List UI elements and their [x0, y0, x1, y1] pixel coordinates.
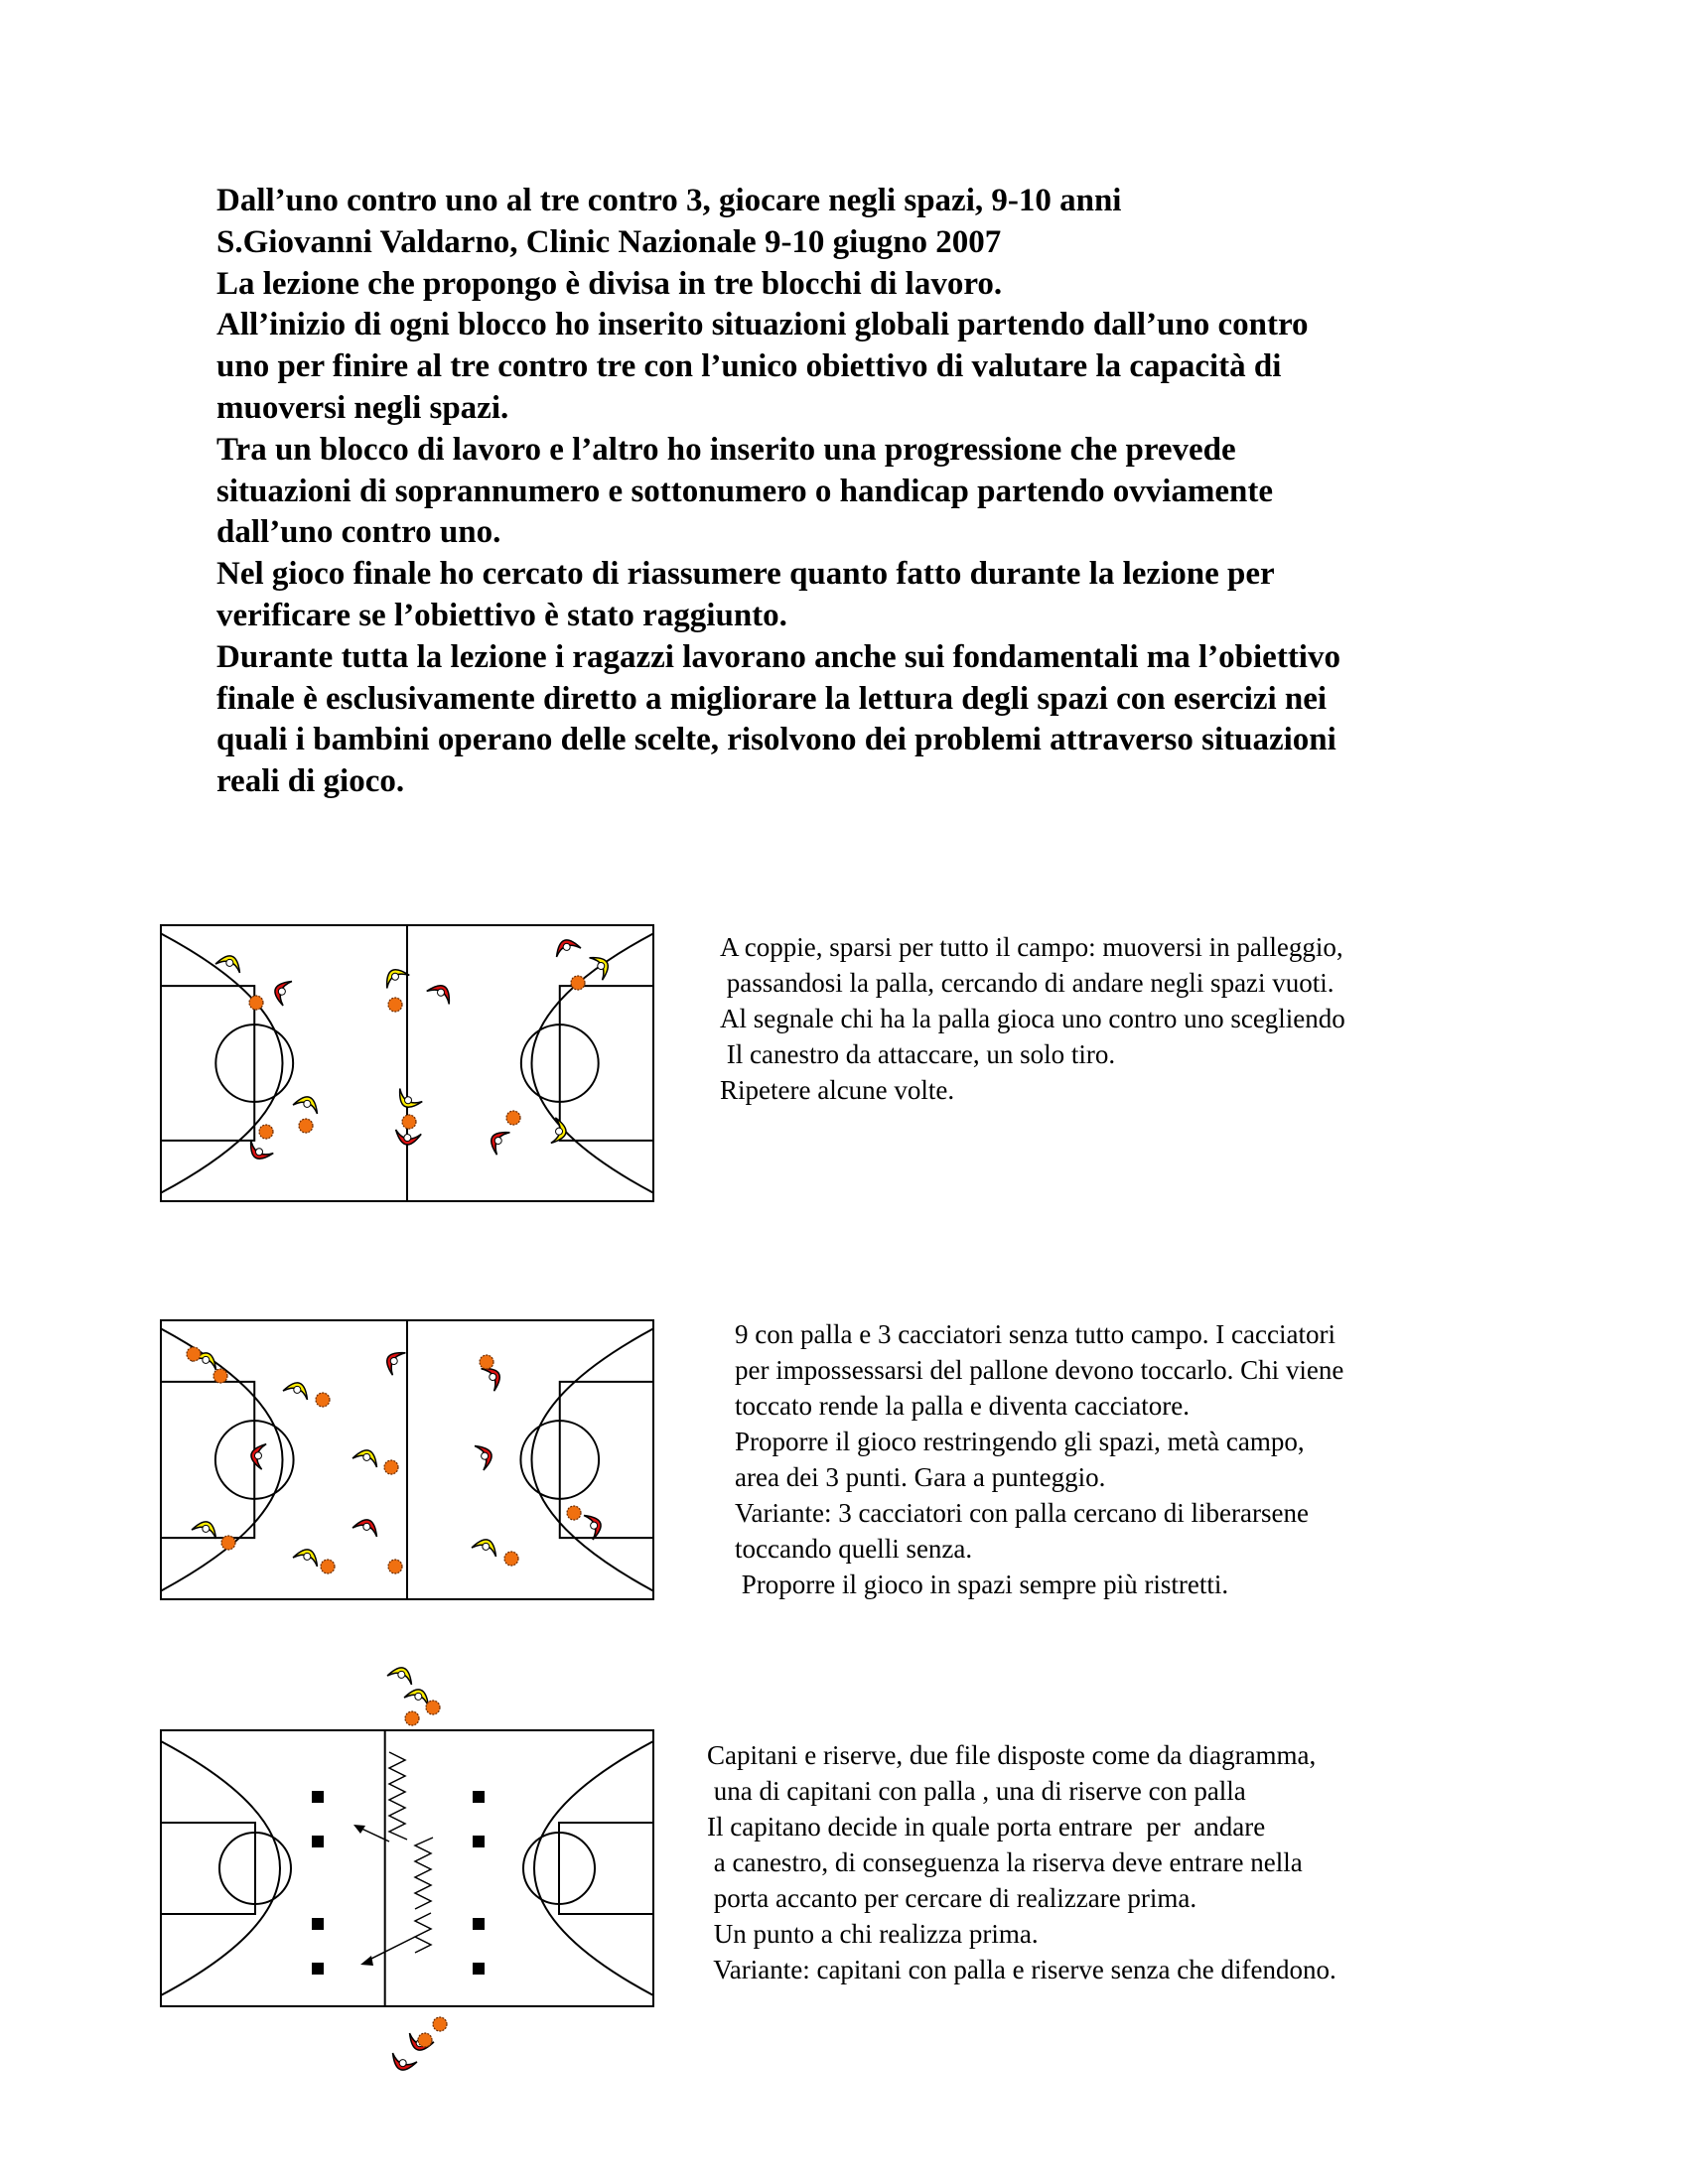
ball-icon [571, 976, 585, 990]
description-line: Al segnale chi ha la palla gioca uno contro uno scegliendo [720, 1004, 1345, 1033]
left-lane [161, 986, 254, 1141]
description-line: Un punto a chi realizza prima. [707, 1919, 1039, 1949]
player-marker [380, 964, 409, 988]
ball-icon [388, 1560, 402, 1573]
ball-icon [316, 1393, 330, 1407]
player-marker [388, 2053, 417, 2074]
description-line: Ripetere alcune volte. [720, 1075, 955, 1105]
ball-icon [426, 1701, 440, 1714]
court-diagram-3 [159, 1643, 655, 2080]
description-line: passandosi la palla, cercando di andare negli spazi vuoti. [720, 968, 1335, 998]
gate-marker [312, 1963, 324, 1975]
description-line: per impossessarsi del pallone devono toccarlo. Chi viene [735, 1355, 1344, 1385]
description-line: Variante: 3 cacciatori con palla cercano di liberarsene [735, 1498, 1309, 1528]
intro-line: muoversi negli spazi. [216, 389, 509, 426]
ball-shape [187, 1347, 201, 1361]
ball-shape [567, 1506, 581, 1520]
exercise-2-description [735, 1316, 1343, 1602]
player-marker [387, 1664, 416, 1685]
player-marker [249, 1441, 266, 1469]
player-marker [293, 1093, 322, 1114]
right-three-point-arc [531, 1328, 653, 1590]
intro-line: uno per finire al tre contro tre con l’unico obiettivo di valutare la capacità di [216, 348, 1282, 385]
ball-shape [299, 1119, 313, 1133]
ball-icon [433, 2017, 447, 2031]
ball-icon [567, 1506, 581, 1520]
court-3-lines [161, 1730, 653, 2006]
player-marker [352, 1516, 381, 1537]
player-marker [271, 977, 292, 1006]
court-outline [161, 1730, 653, 2006]
player-marker [192, 1518, 220, 1539]
intro-line: Durante tutta la lezione i ragazzi lavorano anche sui fondamentali ma l’obiettivo [216, 638, 1340, 675]
gate-marker [312, 1836, 324, 1847]
ball-shape [388, 998, 402, 1012]
player-marker [475, 1441, 495, 1470]
dribble-path-zigzag [415, 1838, 433, 1909]
ball-shape [405, 1711, 419, 1725]
right-three-point-arc [531, 933, 653, 1192]
ball-shape [321, 1560, 335, 1573]
description-line: toccato rende la palla e diventa cacciatore. [735, 1391, 1190, 1421]
ball-shape [249, 996, 263, 1010]
ball-icon [221, 1536, 235, 1550]
player-marker [244, 1141, 273, 1164]
ball-icon [504, 1552, 518, 1566]
ball-shape [433, 2017, 447, 2031]
intro-text [216, 181, 1507, 803]
description-line: Il canestro da attaccare, un solo tiro. [720, 1039, 1116, 1069]
court-1-lines [161, 925, 653, 1201]
arrow-head-icon [360, 1956, 373, 1966]
description-line: Capitani e riserve, due file disposte come da diagramma, [707, 1740, 1317, 1770]
dribble-path-zigzag [389, 1752, 407, 1840]
description-line: Il capitano decide in quale porta entrare per andare [707, 1812, 1266, 1842]
gate-marker [312, 1918, 324, 1930]
ball-icon [384, 1460, 398, 1474]
court-diagram-1-svg [159, 923, 655, 1203]
gate-marker [473, 1918, 485, 1930]
ball-shape [402, 1115, 416, 1129]
ball-shape [571, 976, 585, 990]
ball-shape [213, 1369, 227, 1383]
ball-icon [259, 1125, 273, 1139]
court-diagram-2 [159, 1318, 655, 1601]
player-marker [472, 1536, 500, 1557]
ball-shape [426, 1701, 440, 1714]
intro-line: La lezione che propongo è divisa in tre blocchi di lavoro. [216, 265, 1003, 302]
ball-icon [506, 1111, 520, 1125]
player-marker [283, 1379, 312, 1400]
description-line: Proporre il gioco restringendo gli spazi, metà campo, [735, 1427, 1305, 1456]
ball-shape [316, 1393, 330, 1407]
left-lane [161, 1382, 254, 1538]
intro-line: reali di gioco. [216, 763, 405, 800]
ball-icon [388, 998, 402, 1012]
right-lane [560, 986, 653, 1141]
intro-line: Nel gioco finale ho cercato di riassumere quanto fatto durante la lezione per [216, 556, 1275, 593]
ball-icon [402, 1115, 416, 1129]
intro-line: quali i bambini operano delle scelte, risolvono dei problemi attraverso situazioni [216, 722, 1336, 758]
arrow-line [367, 1937, 415, 1961]
intro-line: finale è esclusivamente diretto a migliorare la lettura degli spazi con esercizi nei [216, 680, 1328, 717]
ball-shape [480, 1355, 493, 1369]
ball-shape [259, 1125, 273, 1139]
description-line: una di capitani con palla , una di riserve con palla [707, 1776, 1246, 1806]
player-marker [381, 1346, 405, 1375]
exercise-1-description [720, 929, 1345, 1108]
court-diagram-1 [159, 923, 655, 1203]
gate-marker [473, 1836, 485, 1847]
player-marker [486, 1126, 509, 1155]
intro-line: dall’uno contro uno. [216, 514, 501, 551]
intro-line: All’inizio di ogni blocco ho inserito situazioni globali partendo dall’uno contro [216, 307, 1309, 343]
gate-marker [473, 1963, 485, 1975]
ball-icon [249, 996, 263, 1010]
dribble-path-zigzag [415, 1913, 431, 1953]
description-line: Variante: capitani con palla e riserve senza che difendono. [707, 1955, 1336, 1984]
intro-line: situazioni di soprannumero e sottonumero o handicap partendo ovviamente [216, 473, 1274, 509]
ball-icon [299, 1119, 313, 1133]
description-line: toccando quelli senza. [735, 1534, 973, 1564]
ball-icon [213, 1369, 227, 1383]
description-line: a canestro, di conseguenza la riserva deve entrare nella [707, 1847, 1303, 1877]
ball-shape [221, 1536, 235, 1550]
intro-line: verificare se l’obiettivo è stato raggiunto. [216, 597, 787, 633]
description-line: A coppie, sparsi per tutto il campo: muoversi in palleggio, [720, 932, 1343, 962]
ball-icon [187, 1347, 201, 1361]
intro-line: Tra un blocco di lavoro e l’altro ho inserito una progressione che prevede [216, 431, 1236, 468]
gate-marker [312, 1791, 324, 1803]
gate-marker [473, 1791, 485, 1803]
ball-icon [405, 1711, 419, 1725]
ball-shape [504, 1552, 518, 1566]
ball-shape [388, 1560, 402, 1573]
court-2-lines [161, 1320, 653, 1599]
player-marker [552, 936, 581, 957]
description-line: Proporre il gioco in spazi sempre più ristretti. [735, 1570, 1229, 1599]
description-line: porta accanto per cercare di realizzare prima. [707, 1883, 1197, 1913]
ball-icon [418, 2033, 432, 2047]
court-diagram-3-svg [159, 1643, 655, 2080]
description-line: area dei 3 punti. Gara a punteggio. [735, 1462, 1106, 1492]
description-line: 9 con palla e 3 cacciatori senza tutto campo. I cacciatori [735, 1319, 1336, 1349]
court-diagram-2-svg [159, 1318, 655, 1601]
intro-subtitle: S.Giovanni Valdarno, Clinic Nazionale 9-10 giugno 2007 [216, 223, 1002, 260]
player-marker [590, 951, 614, 980]
left-three-point-arc [161, 1328, 283, 1590]
ball-shape [418, 2033, 432, 2047]
player-marker [584, 1511, 605, 1540]
ball-icon [321, 1560, 335, 1573]
ball-shape [506, 1111, 520, 1125]
player-marker [427, 980, 456, 1004]
ball-icon [480, 1355, 493, 1369]
intro-title: Dall’uno contro uno al tre contro 3, giocare negli spazi, 9-10 anni [216, 183, 1122, 218]
ball-shape [384, 1460, 398, 1474]
player-marker [293, 1546, 322, 1567]
player-marker [352, 1446, 381, 1467]
exercise-3-description [707, 1737, 1336, 1987]
